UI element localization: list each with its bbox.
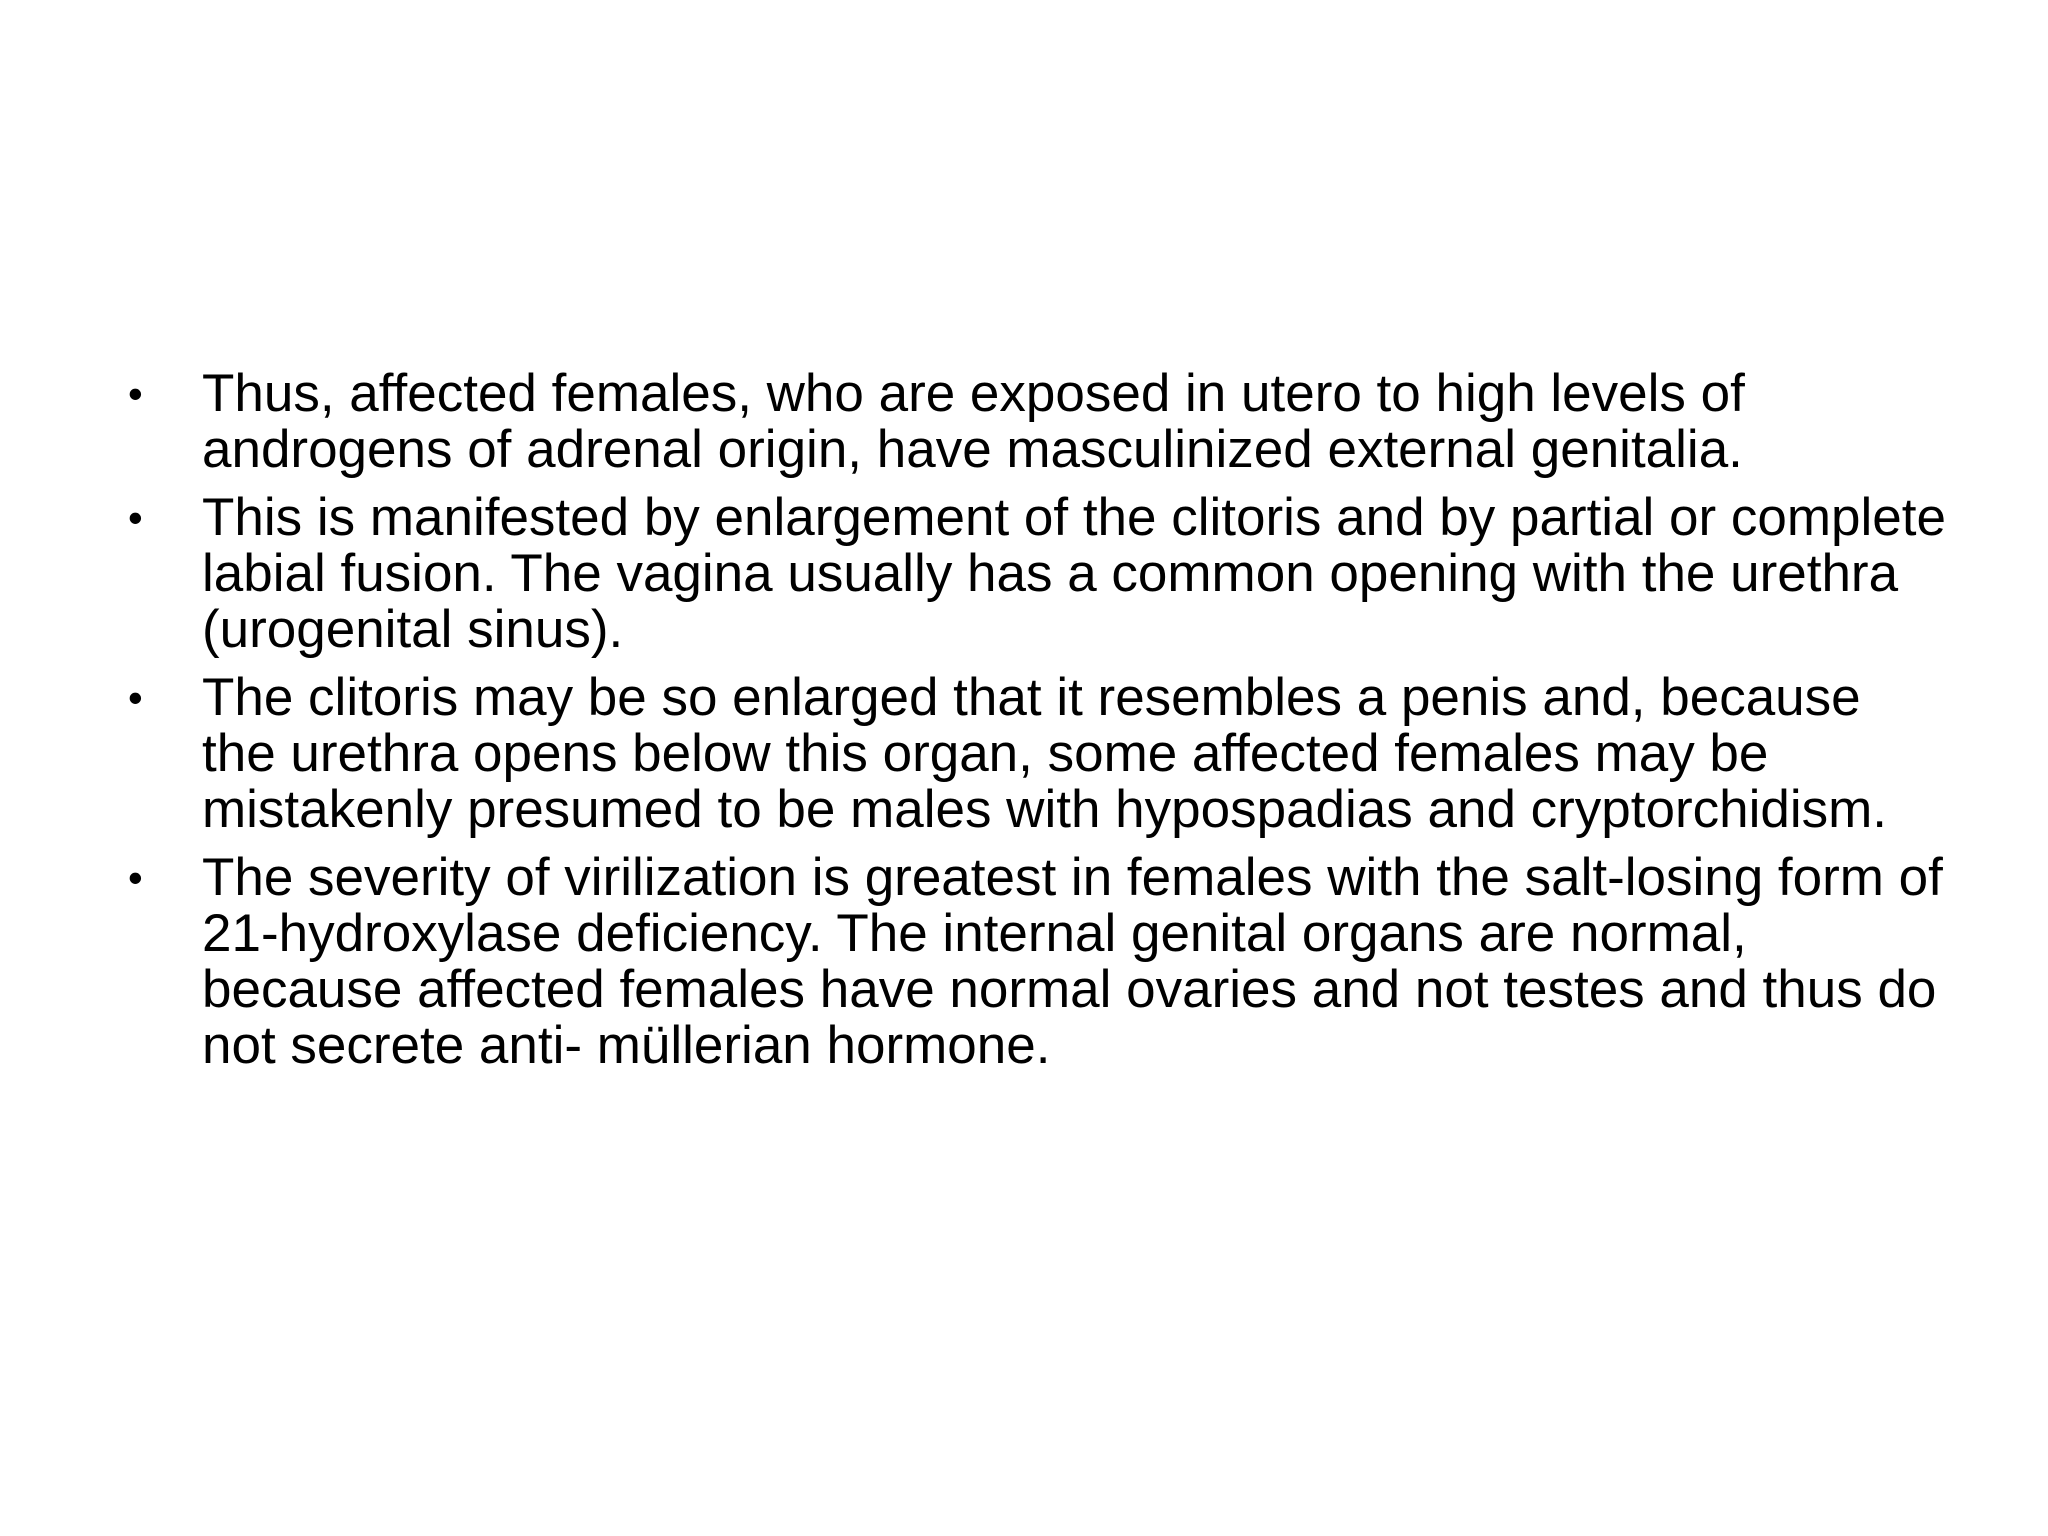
bullet-item	[118, 490, 1948, 658]
bullet-dot-icon: •	[128, 494, 143, 541]
bullet-text: The clitoris may be so enlarged that it resembles a penis and, because the urethra opens below this organ, some affected females may be mistakenly presumed to be males with hypospadias and cryptorchidism.	[202, 668, 1888, 839]
bullet-text: This is manifested by enlargement of the clitoris and by partial or complete labial fusion. The vagina usually has a common opening with the urethra (urogenital sinus).	[202, 488, 1946, 659]
bullet-item	[118, 850, 1948, 1074]
bullet-text: The severity of virilization is greatest in females with the salt-losing form of 21-hydroxylase deficiency. The internal genital organs are normal, because affected females have normal ovaries and not testes and thus do not secrete anti- müllerian hormone.	[202, 848, 1943, 1075]
bullet-dot-icon: •	[128, 854, 143, 901]
bullet-dot-icon: •	[128, 674, 143, 721]
bullet-list	[118, 366, 1948, 1086]
bullet-dot-icon: •	[128, 370, 143, 417]
bullet-text: Thus, affected females, who are exposed in utero to high levels of androgens of adrenal origin, have masculinized external genitalia.	[202, 364, 1745, 479]
bullet-item	[118, 366, 1948, 478]
bullet-item	[118, 670, 1948, 838]
